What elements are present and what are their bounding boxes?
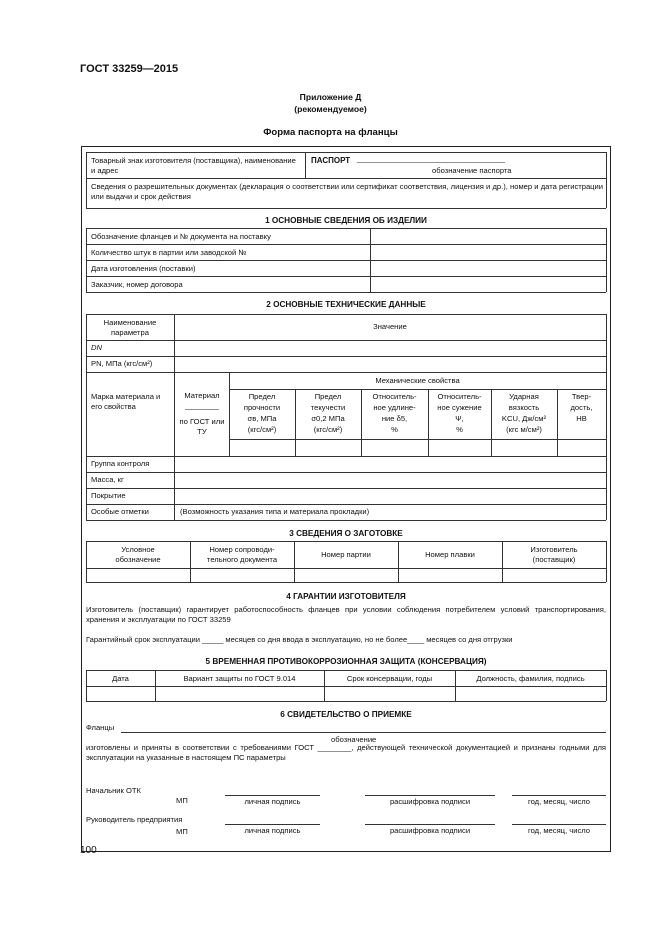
s3-vline (502, 541, 503, 582)
s1-vline (86, 228, 87, 292)
s2-line (86, 504, 606, 505)
s3-vline (190, 541, 191, 582)
s3-line (86, 568, 606, 569)
s1-line (86, 292, 606, 293)
pn-label: PN, МПа (кгс/см²) (91, 359, 153, 368)
s1-row-customer: Заказчик, номер договора (91, 280, 183, 289)
impact-toughness-header: Ударная вязкость KCU, Дж/см² (кгс м/см²) (501, 392, 547, 434)
control-group-label: Группа контроля (91, 459, 150, 468)
s1-row-quantity: Количество штук в партии или заводской № (91, 248, 247, 257)
stamp-label: МП (176, 796, 188, 805)
s3-col-designation: Условное обозначение (115, 545, 161, 564)
top-right-border (606, 152, 607, 208)
s1-vline (606, 228, 607, 292)
otk-signature-caption: личная подпись (244, 797, 301, 806)
passport-caption: обозначение паспорта (432, 166, 512, 175)
reduction-header: Относитель- ное сужение Ψ, % (437, 392, 482, 434)
s5-line (86, 701, 606, 702)
appendix-title: Приложение Д (299, 92, 362, 102)
page-number: 100 (80, 845, 97, 856)
director-signature-caption: личная подпись (244, 826, 301, 835)
s2-line (86, 356, 606, 357)
flanges-label: Фланцы (86, 723, 115, 732)
material-blank: ________ (185, 401, 219, 410)
s5-col-signature: Должность, фамилия, подпись (476, 674, 585, 683)
s1-vline (370, 228, 371, 292)
otk-signature-field[interactable] (225, 795, 320, 796)
s2-vline (86, 314, 87, 520)
acceptance-text: изготовлены и приняты в соответствии с требованиями ГОСТ ________, действующей технической документацией и признаны годными для эксплуатации на указанные в настоящем ПС параметры (86, 743, 606, 762)
director-date-field[interactable] (512, 824, 606, 825)
s3-vline (398, 541, 399, 582)
designation-caption: обозначение (331, 735, 377, 744)
otk-name-caption: расшифровка подписи (389, 797, 471, 806)
s3-col-heat: Номер плавки (425, 550, 475, 559)
s3-col-document: Номер сопроводительного документа (206, 545, 278, 564)
hardness-header: Твер- дость, НВ (570, 392, 593, 423)
s3-vline (86, 541, 87, 582)
s5-col-date: Дата (112, 674, 129, 683)
s1-line (86, 244, 606, 245)
otk-date-caption: год, месяц, число (528, 797, 590, 806)
special-marks-label: Особые отметки (91, 507, 149, 516)
param-header: Наименование параметра (103, 318, 157, 337)
section2-title: 2 ОСНОВНЫЕ ТЕХНИЧЕСКИЕ ДАННЫЕ (266, 300, 426, 309)
s3-line (86, 541, 606, 542)
s2-line (229, 439, 606, 440)
s2-line (86, 520, 606, 521)
s2-vline (174, 314, 175, 520)
section6-title: 6 СВИДЕТЕЛЬСТВО О ПРИЕМКЕ (280, 710, 412, 719)
s2-line (86, 372, 606, 373)
s5-col-term: Срок консервации, годы (346, 674, 433, 683)
elongation-header: Относитель- ное удлине- ние δ5, % (372, 392, 417, 434)
s5-vline (606, 670, 607, 701)
section4-title: 4 ГАРАНТИИ ИЗГОТОВИТЕЛЯ (286, 592, 406, 601)
material-std-label: по ГОСТ или ТУ (179, 417, 225, 436)
s5-col-variant: Вариант защиты по ГОСТ 9.014 (183, 674, 296, 683)
s2-line (86, 472, 606, 473)
passport-number-field[interactable]: ______________________________________ (357, 156, 505, 163)
s1-line (86, 228, 606, 229)
s2-line (86, 314, 606, 315)
section3-title: 3 СВЕДЕНИЯ О ЗАГОТОВКЕ (289, 529, 403, 538)
s1-row-date: Дата изготовления (поставки) (91, 264, 196, 273)
otk-date-field[interactable] (512, 795, 606, 796)
director-date-caption: год, месяц, число (528, 826, 590, 835)
value-header: Значение (373, 322, 407, 331)
trademark-label: Товарный знак изготовителя (поставщика), наименование и адрес (91, 156, 296, 175)
section5-title: 5 ВРЕМЕННАЯ ПРОТИВОКОРРОЗИОННАЯ ЗАЩИТА (КОНСЕРВАЦИЯ) (205, 657, 487, 666)
s2-vline (606, 314, 607, 520)
warranty-text: Изготовитель (поставщик) гарантирует работоспособность фланцев при условии соблюдения потребителем условий транспортирования, хранения и эксплуатации по ГОСТ 33259 (86, 605, 606, 624)
top-left-border (86, 152, 87, 208)
top-border (86, 152, 606, 153)
s2-line (86, 456, 606, 457)
form-title: Форма паспорта на фланцы (263, 127, 398, 138)
section1-title: 1 ОСНОВНЫЕ СВЕДЕНИЯ ОБ ИЗДЕЛИИ (265, 216, 427, 225)
mech-props-header: Механические свойства (375, 376, 460, 385)
tensile-strength-header: Предел прочности σв, МПа (кгс/см²) (243, 392, 281, 434)
special-marks-value: (Возможность указания типа и материала прокладки) (180, 507, 370, 516)
yield-strength-header: Предел текучести σ0,2 МПа (кгс/см²) (310, 392, 346, 434)
dn-label: DN (91, 343, 102, 352)
director-label: Руководитель предприятия (86, 815, 183, 824)
mass-label: Масса, кг (91, 475, 124, 484)
stamp-label: МП (176, 827, 188, 836)
director-signature-field[interactable] (225, 824, 320, 825)
s1-line (86, 260, 606, 261)
s5-line (86, 686, 606, 687)
top-divider (305, 152, 306, 178)
document-id: ГОСТ 33259—2015 (80, 63, 179, 75)
s3-col-manufacturer: Изготовитель (поставщик) (530, 545, 578, 564)
s2-line (86, 488, 606, 489)
appendix-note: (рекомендуемое) (294, 104, 367, 114)
top-mid-line (86, 178, 606, 179)
passport-label: ПАСПОРТ (311, 156, 351, 165)
s2-line (229, 389, 606, 390)
s3-col-batch: Номер партии (321, 550, 371, 559)
s3-line (86, 582, 606, 583)
warranty-period-text: Гарантийный срок эксплуатации _____ месяцев со дня ввода в эксплуатацию, но не более____ месяцев со дня отгрузки (86, 635, 513, 644)
permits-text: Сведения о разрешительных документах (декларация о соответствии или сертификат соответствия, лицензия и др.), номер и дата регистрации или выдачи и срок действия (91, 182, 603, 201)
coating-label: Покрытие (91, 491, 126, 500)
director-name-caption: расшифровка подписи (389, 826, 471, 835)
s3-vline (294, 541, 295, 582)
director-name-field[interactable] (365, 824, 495, 825)
s3-vline (606, 541, 607, 582)
otk-name-field[interactable] (365, 795, 495, 796)
otk-head-label: Начальник ОТК (86, 786, 141, 795)
top-bottom-line (86, 208, 606, 209)
s1-row-designation: Обозначение фланцев и № документа на поставку (91, 232, 271, 241)
s1-line (86, 276, 606, 277)
s5-line (86, 670, 606, 671)
material-grade-label: Марка материала и его свойства (91, 392, 161, 411)
flanges-designation-field[interactable] (121, 732, 606, 733)
s2-line (86, 340, 606, 341)
material-label: Материал (184, 391, 220, 400)
